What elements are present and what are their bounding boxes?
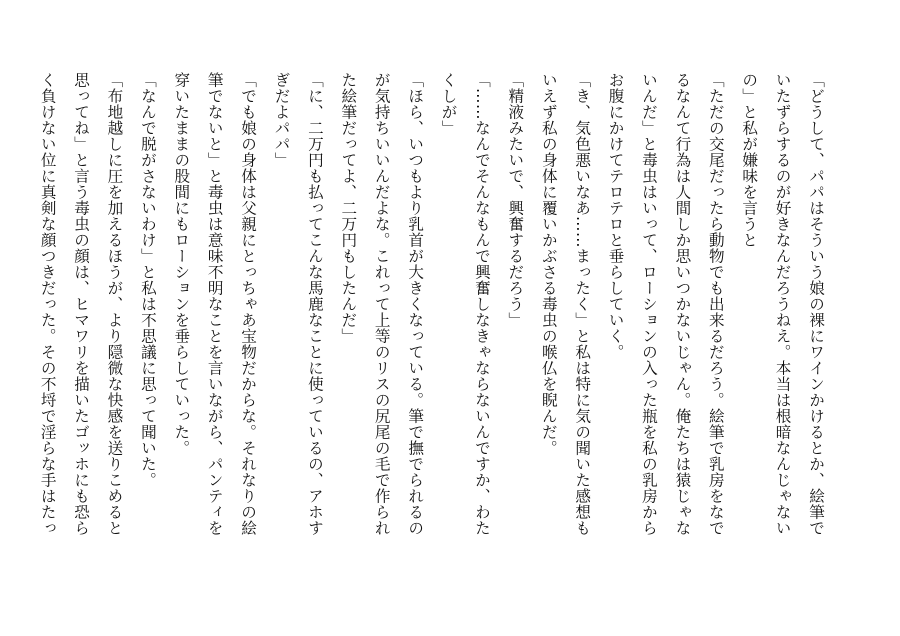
text-line: 穿いたままの股間にもローションを垂らしていった。: [172, 72, 191, 456]
text-line: 「でも娘の身体は父親にとっちゃあ宝物だからな。それなりの絵: [239, 72, 258, 536]
text-line: いえず私の身体に覆いかぶさる毒虫の喉仏を睨んだ。: [539, 72, 558, 456]
text-line: くしが」: [439, 72, 458, 136]
text-line: 思ってね」と言う毒虫の顔は、ヒマワリを描いたゴッホにも恐ら: [72, 72, 91, 536]
text-line: 筆でないと」と毒虫は意味不明なことを言いながら、パンティを: [205, 72, 224, 536]
text-line: ぎだよパパ」: [272, 72, 291, 168]
text-line: お腹にかけてテロテロと垂らしていく。: [606, 72, 625, 360]
text-line: いたずらするのが好きなんだろうねえ。本当は根暗なんじゃない: [773, 72, 792, 536]
text-line: く負けない位に真剣な顔つきだった。その不埒で淫らな手はたっ: [38, 72, 57, 536]
text-line: 「布地越しに圧を加えるほうが、より隠微な快感を送りこめると: [105, 72, 124, 536]
text-line: 「どうして、パパはそういう娘の裸にワインかけるとか、絵筆で: [807, 72, 825, 536]
text-line: 「精液みたいで、興奮するだろう」: [506, 72, 525, 328]
text-line: た絵筆だってよ、二万円もしたんだ」: [339, 72, 358, 344]
text-line: いんだ」と毒虫はいって、ローションの入った瓶を私の乳房から: [639, 72, 658, 536]
text-line: 「ただの交尾だったら動物でも出来るだろう。絵筆で乳房をなで: [706, 72, 725, 536]
text-line: 「なんで脱がさないわけ」と私は不思議に思って聞いた。: [138, 72, 157, 488]
text-line: るなんて行為は人間しか思いつかないじゃん。俺たちは猿じゃな: [673, 72, 692, 536]
text-line: の」と私が嫌味を言うと: [740, 72, 759, 248]
text-line: が気持ちいいんだよな。これって上等のリスの尻尾の毛で作られ: [372, 72, 391, 536]
text-line: 「ほら、いつもより乳首が大きくなっている。筆で撫でられるの: [406, 72, 425, 536]
text-line: 「き、気色悪いなあ……まったく」と私は特に気の聞いた感想も: [573, 72, 592, 536]
text-line: 「……なんでそんなもんで興奮しなきゃならないんですか、わた: [472, 72, 491, 536]
vertical-text-body: [30, 72, 832, 572]
text-line: 「に、二万円も払ってこんな馬鹿なことに使っているの、アホす: [305, 72, 324, 536]
